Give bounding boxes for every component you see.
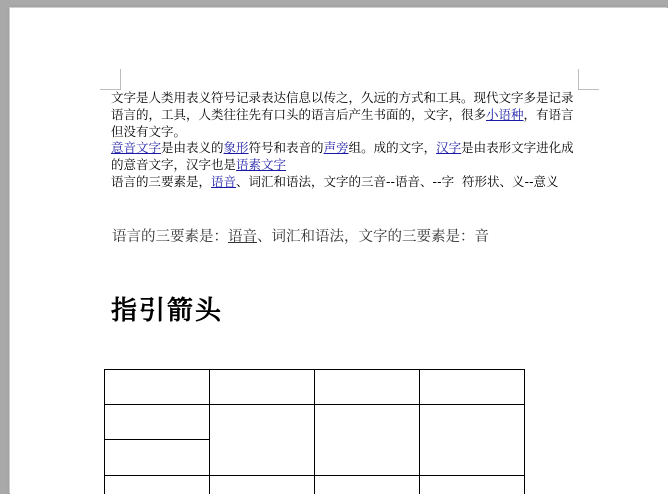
margin-corner-top-left	[100, 69, 121, 90]
table-border-top	[104, 369, 525, 370]
text-run: 语言的三要素是：	[112, 229, 228, 245]
serif-paragraph[interactable]	[112, 227, 582, 247]
table-row-line-1	[104, 404, 525, 405]
body-text[interactable]	[111, 90, 581, 191]
text-run: ，有语言但没有文字。	[111, 106, 574, 139]
document-table[interactable]	[104, 369, 525, 494]
text-run: 组。成的文字，	[348, 140, 437, 156]
hyperlink[interactable]: 汉字	[436, 140, 462, 156]
hyperlink[interactable]: 声旁	[323, 140, 349, 156]
margin-corner-top-right	[578, 69, 599, 90]
table-row-line-3	[104, 475, 525, 476]
paragraph-1[interactable]	[111, 90, 581, 140]
heading-text[interactable]: 指引箭头	[111, 296, 224, 326]
document-page[interactable]	[10, 8, 668, 494]
text-run: 、词汇和语法，文字的三要素是：音	[257, 229, 489, 245]
text-run: 是由表形文字进化成的意音文字，汉字也是	[111, 140, 574, 173]
text-run: 、词汇和语法，文字的三音--语音、--字 符形状、义--意义	[236, 173, 559, 189]
table-row-line-2	[104, 439, 210, 440]
text-run: 语言的三要素是，	[111, 173, 212, 189]
text-run: 符号和表音的	[248, 140, 324, 156]
underlined-text: 语音	[228, 229, 257, 245]
hyperlink[interactable]: 语音	[211, 173, 237, 189]
hyperlink[interactable]: 象形	[223, 140, 249, 156]
paragraph-2[interactable]	[111, 140, 581, 174]
hyperlink[interactable]: 小语种	[486, 106, 524, 122]
text-run: 是由表义的	[161, 140, 224, 156]
hyperlink[interactable]: 意音文字	[111, 140, 162, 156]
text-run: 文字是人类用表义符号记录表达信息以传之，久远的方式和工具。现代文字多是记录语言的，工具，人类往往先有口头的语言后产生书面的，文字，很多	[111, 90, 574, 122]
hyperlink[interactable]: 语素文字	[236, 157, 287, 173]
paragraph-3[interactable]	[111, 174, 581, 191]
